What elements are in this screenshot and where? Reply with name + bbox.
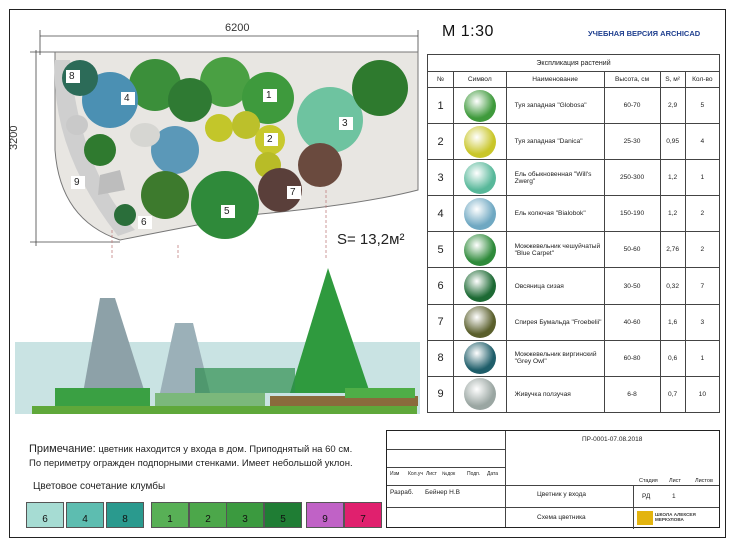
row-height: 25-30	[604, 124, 660, 160]
col-height: Высота, см	[604, 72, 660, 88]
row-area: 2,76	[660, 232, 685, 268]
stamp-stage: РД	[642, 493, 651, 500]
row-name: Туя западная "Globosa"	[506, 88, 604, 124]
plant-symbol-icon	[464, 270, 496, 302]
color-swatch: 5	[264, 502, 302, 528]
combo-title: Цветовое сочетание клумбы	[33, 481, 166, 492]
col-symbol: Символ	[454, 72, 507, 88]
plant-explication-table	[427, 54, 720, 413]
row-symbol	[454, 124, 507, 160]
stamp-sheet-title: Схема цветника	[537, 514, 586, 521]
row-height: 30-50	[604, 268, 660, 304]
row-height: 250-300	[604, 160, 660, 196]
row-name: Живучка ползучая	[506, 376, 604, 412]
row-area: 0,95	[660, 124, 685, 160]
row-num: 9	[428, 376, 454, 412]
col-num: №	[428, 72, 454, 88]
color-swatch: 2	[189, 502, 227, 528]
note-label: Примечание:	[29, 443, 96, 455]
stamp-dev-label: Разраб.	[390, 489, 414, 496]
plan-label-5: 5	[224, 206, 230, 217]
plan-label-9: 9	[74, 177, 80, 188]
row-height: 6-8	[604, 376, 660, 412]
stamp-school: ШКОЛА АЛЕКСЕЯ МЕРКУЛОВА	[655, 512, 696, 522]
flowerbed-plan	[0, 0, 420, 260]
table-row	[428, 340, 720, 376]
dim-height: 3200	[8, 125, 20, 150]
plan-label-2: 2	[267, 134, 273, 145]
row-height: 50-60	[604, 232, 660, 268]
stamp-col-header: Изм	[390, 471, 400, 477]
row-symbol	[454, 376, 507, 412]
row-name: Спирея Бумальда "Froebelii"	[506, 304, 604, 340]
row-qty: 1	[685, 340, 719, 376]
row-num: 2	[428, 124, 454, 160]
stamp-sheets-h: Листов	[695, 478, 713, 484]
plan-label-7: 7	[290, 187, 296, 198]
plant-symbol-icon	[464, 378, 496, 410]
row-name: Ель обыкновенная "Will's Zwerg"	[506, 160, 604, 196]
stamp-col-header: Лист	[426, 471, 437, 477]
stamp-sheet-h: Лист	[669, 478, 681, 484]
row-qty: 7	[685, 268, 719, 304]
row-qty: 3	[685, 304, 719, 340]
row-num: 8	[428, 340, 454, 376]
table-row	[428, 268, 720, 304]
row-height: 150-190	[604, 196, 660, 232]
row-height: 60-80	[604, 340, 660, 376]
row-area: 0,6	[660, 340, 685, 376]
row-symbol	[454, 196, 507, 232]
plant-symbol-icon	[464, 342, 496, 374]
stamp-col-header: Кол.уч	[408, 471, 423, 477]
row-num: 3	[428, 160, 454, 196]
stamp-col-header: №док	[442, 471, 456, 477]
row-qty: 2	[685, 232, 719, 268]
color-swatch: 4	[66, 502, 104, 528]
col-name: Наименование	[506, 72, 604, 88]
col-qty: Кол-во	[685, 72, 719, 88]
table-row	[428, 196, 720, 232]
row-area: 2,9	[660, 88, 685, 124]
note-line2: По периметру огражден подпорными стенками. Имеет небольшой уклон.	[29, 458, 353, 469]
row-name: Можжевельник чешуйчатый "Blue Carpet"	[506, 232, 604, 268]
area-label: S= 13,2м²	[337, 231, 405, 248]
color-swatch: 7	[344, 502, 382, 528]
school-logo-icon	[637, 511, 653, 525]
table-row	[428, 160, 720, 196]
row-qty: 10	[685, 376, 719, 412]
color-swatch: 8	[106, 502, 144, 528]
flowerbed-elevation	[15, 268, 420, 420]
stamp-sheet: 1	[672, 493, 676, 500]
row-height: 60-70	[604, 88, 660, 124]
row-qty: 2	[685, 196, 719, 232]
row-num: 4	[428, 196, 454, 232]
row-area: 1,2	[660, 160, 685, 196]
stamp-title: Цветник у входа	[537, 491, 587, 498]
row-symbol	[454, 268, 507, 304]
row-height: 40-60	[604, 304, 660, 340]
stamp-dev-name: Бейнер Н.В	[425, 489, 460, 496]
plan-label-1: 1	[266, 90, 272, 101]
note-line1: цветник находится у входа в дом. Приподнятый на 60 см.	[98, 444, 353, 455]
row-qty: 1	[685, 160, 719, 196]
row-area: 1,6	[660, 304, 685, 340]
row-qty: 5	[685, 88, 719, 124]
row-num: 1	[428, 88, 454, 124]
stamp-code: ПР-0001-07.08.2018	[582, 436, 643, 443]
color-swatch: 1	[151, 502, 189, 528]
table-title: Экспликация растений	[428, 55, 720, 72]
plan-label-8: 8	[69, 71, 75, 82]
row-symbol	[454, 340, 507, 376]
plant-symbol-icon	[464, 90, 496, 122]
color-swatch: 3	[226, 502, 264, 528]
plant-symbol-icon	[464, 126, 496, 158]
note	[29, 442, 384, 471]
plant-symbol-icon	[464, 306, 496, 338]
row-qty: 4	[685, 124, 719, 160]
table-row	[428, 304, 720, 340]
stamp-col-header: Подп.	[467, 471, 481, 477]
row-symbol	[454, 160, 507, 196]
row-name: Можжевельник виргинский "Grey Owl"	[506, 340, 604, 376]
row-name: Овсяница сизая	[506, 268, 604, 304]
table-row	[428, 124, 720, 160]
scale-label: М 1:30	[442, 23, 494, 40]
plan-label-3: 3	[342, 118, 348, 129]
row-area: 1,2	[660, 196, 685, 232]
color-swatch: 9	[306, 502, 344, 528]
table-row	[428, 232, 720, 268]
row-num: 5	[428, 232, 454, 268]
plan-label-4: 4	[124, 93, 130, 104]
row-area: 0,7	[660, 376, 685, 412]
dim-width: 6200	[225, 22, 250, 34]
row-symbol	[454, 88, 507, 124]
row-name: Ель колючая "Bialobok"	[506, 196, 604, 232]
row-num: 6	[428, 268, 454, 304]
row-num: 7	[428, 304, 454, 340]
col-area: S, м²	[660, 72, 685, 88]
row-symbol	[454, 304, 507, 340]
stamp-col-header: Дата	[487, 471, 499, 477]
row-area: 0,32	[660, 268, 685, 304]
plan-label-6: 6	[141, 217, 147, 228]
table-row	[428, 376, 720, 412]
table-row	[428, 88, 720, 124]
row-name: Туя западная "Danica"	[506, 124, 604, 160]
color-swatch: 6	[26, 502, 64, 528]
edu-version-label: УЧЕБНАЯ ВЕРСИЯ ARCHICAD	[588, 29, 701, 38]
plant-symbol-icon	[464, 162, 496, 194]
plant-symbol-icon	[464, 198, 496, 230]
stamp-stage-h: Стадия	[639, 478, 658, 484]
plant-symbol-icon	[464, 234, 496, 266]
row-symbol	[454, 232, 507, 268]
title-block	[386, 430, 720, 528]
